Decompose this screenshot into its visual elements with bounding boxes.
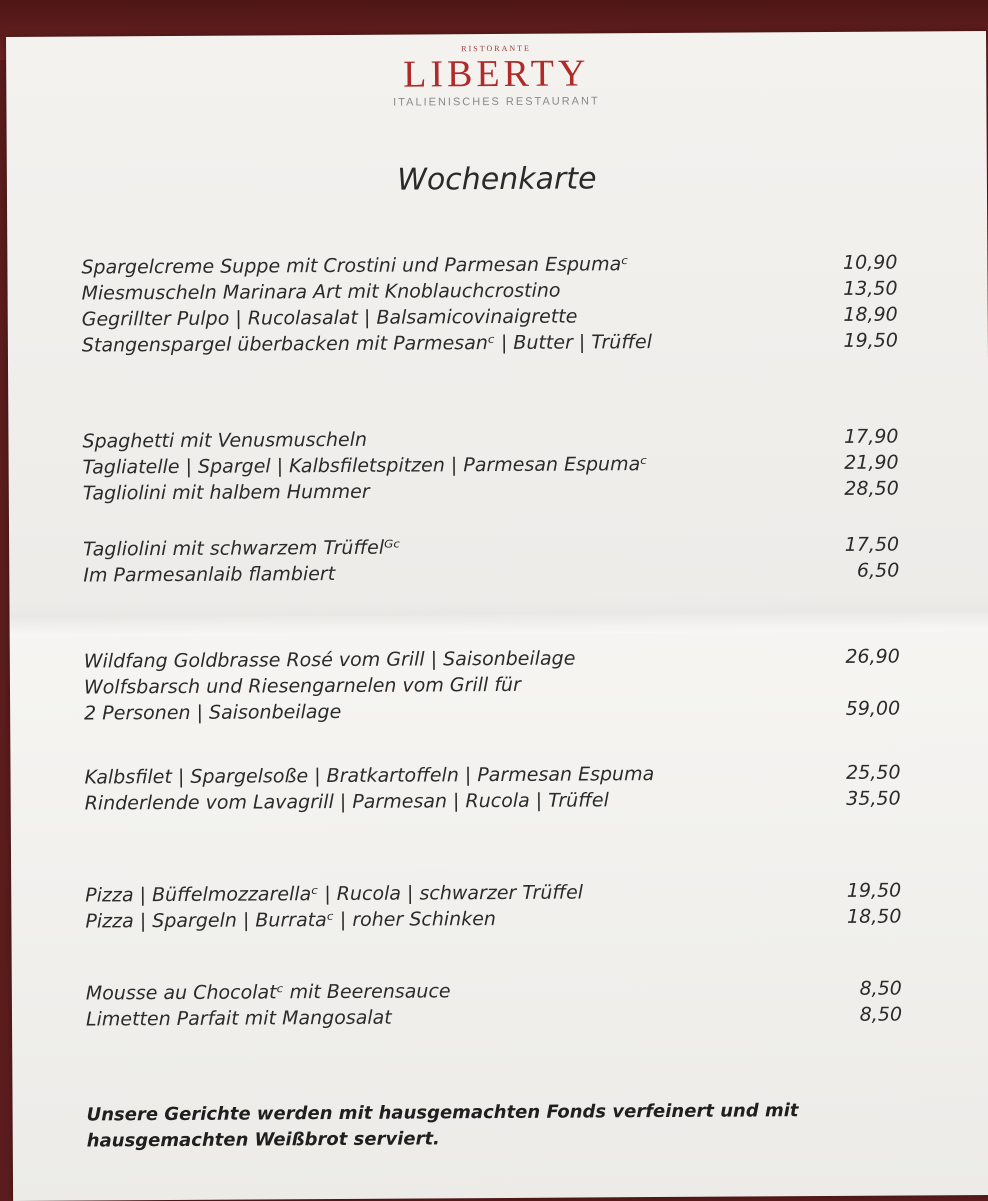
menu-item-price: 10,90 <box>827 250 897 276</box>
menu-item-price: 19,50 <box>831 878 901 904</box>
menu-section <box>86 976 902 1033</box>
menu-item <box>83 476 899 507</box>
menu-item-name: Pizza | Spargeln | Burrataᶜ | roher Schinken <box>85 906 496 935</box>
menu-item-price: 28,50 <box>829 476 899 502</box>
menu-item-price: 17,50 <box>829 532 899 558</box>
menu-sheet <box>6 31 988 1201</box>
menu-item-name: Wildfang Goldbrasse Rosé vom Grill | Saisonbeilage <box>84 646 576 675</box>
menu-item-name: Gegrillter Pulpo | Rucolasalat | Balsamicovinaigrette <box>82 304 578 333</box>
menu-item-name: Rinderlende vom Lavagrill | Parmesan | Rucola | Trüffel <box>85 787 609 816</box>
menu-item <box>85 786 901 817</box>
menu-item-price: 21,90 <box>829 450 899 476</box>
menu-item-price: 18,50 <box>831 904 901 930</box>
menu-item <box>82 328 898 359</box>
menu-item-name: Stangenspargel überbacken mit Parmesanᶜ | Butter | Trüffel <box>82 329 652 358</box>
logo-small-text: RISTORANTE <box>6 41 986 57</box>
menu-item-price: 35,50 <box>831 786 901 812</box>
menu-item-price: 19,50 <box>828 328 898 354</box>
menu-item-name: Limetten Parfait mit Mangosalat <box>86 1005 392 1033</box>
menu-item-price: 8,50 <box>832 976 902 1002</box>
menu-item-name: Miesmuscheln Marinara Art mit Knoblauchcrostino <box>81 278 560 307</box>
menu-item-name: Spaghetti mit Venusmuscheln <box>82 427 367 455</box>
menu-section <box>82 424 898 507</box>
menu-item-name: Tagliolini mit schwarzem Trüffelᴳᶜ <box>83 535 400 563</box>
menu-section <box>83 532 899 589</box>
menu-section <box>84 760 900 817</box>
menu-item <box>86 1002 902 1033</box>
menu-section <box>84 644 900 727</box>
menu-item-name: Im Parmesanlaib flambiert <box>83 561 335 589</box>
menu-item-name: Tagliolini mit halbem Hummer <box>83 479 370 507</box>
menu-section <box>85 878 901 935</box>
menu-item-price: 59,00 <box>830 696 900 722</box>
menu-item-name: Mousse au Chocolatᶜ mit Beerensauce <box>86 978 451 1006</box>
menu-item-price: 6,50 <box>829 558 899 584</box>
menu-item-price: 25,50 <box>830 760 900 786</box>
menu-item-name: Wolfsbarsch und Riesengarnelen vom Grill für <box>84 672 521 701</box>
menu-item-name: Tagliatelle | Spargel | Kalbsfiletspitzen | Parmesan Espumaᶜ <box>83 451 648 480</box>
menu-item <box>84 696 900 727</box>
menu-item-price: 17,90 <box>828 424 898 450</box>
menu-item <box>83 558 899 589</box>
menu-sections <box>81 220 902 1033</box>
menu-item-name: Kalbsfilet | Spargelsoße | Bratkartoffeln | Parmesan Espuma <box>84 761 654 790</box>
menu-title: Wochenkarte <box>7 159 987 200</box>
menu-item-name: Pizza | Büffelmozzarellaᶜ | Rucola | schwarzer Trüffel <box>85 879 583 908</box>
logo-subtitle: ITALIENISCHES RESTAURANT <box>6 93 986 111</box>
menu-item-price: 18,90 <box>828 302 898 328</box>
logo-name: LIBERTY <box>6 51 986 97</box>
menu-item-price: 13,50 <box>827 276 897 302</box>
menu-item-price: 26,90 <box>830 644 900 670</box>
menu-item-name: Spargelcreme Suppe mit Crostini und Parmesan Espumaᶜ <box>81 251 628 280</box>
menu-item-name: 2 Personen | Saisonbeilage <box>84 699 341 727</box>
menu-section <box>81 250 898 359</box>
menu-footnote: Unsere Gerichte werden mit hausgemachten Fonds verfeinert und mit hausgemachten Weißbrot serviert. <box>87 1098 907 1155</box>
restaurant-logo <box>6 41 986 111</box>
menu-item-price: 8,50 <box>832 1002 902 1028</box>
menu-item <box>85 904 901 935</box>
